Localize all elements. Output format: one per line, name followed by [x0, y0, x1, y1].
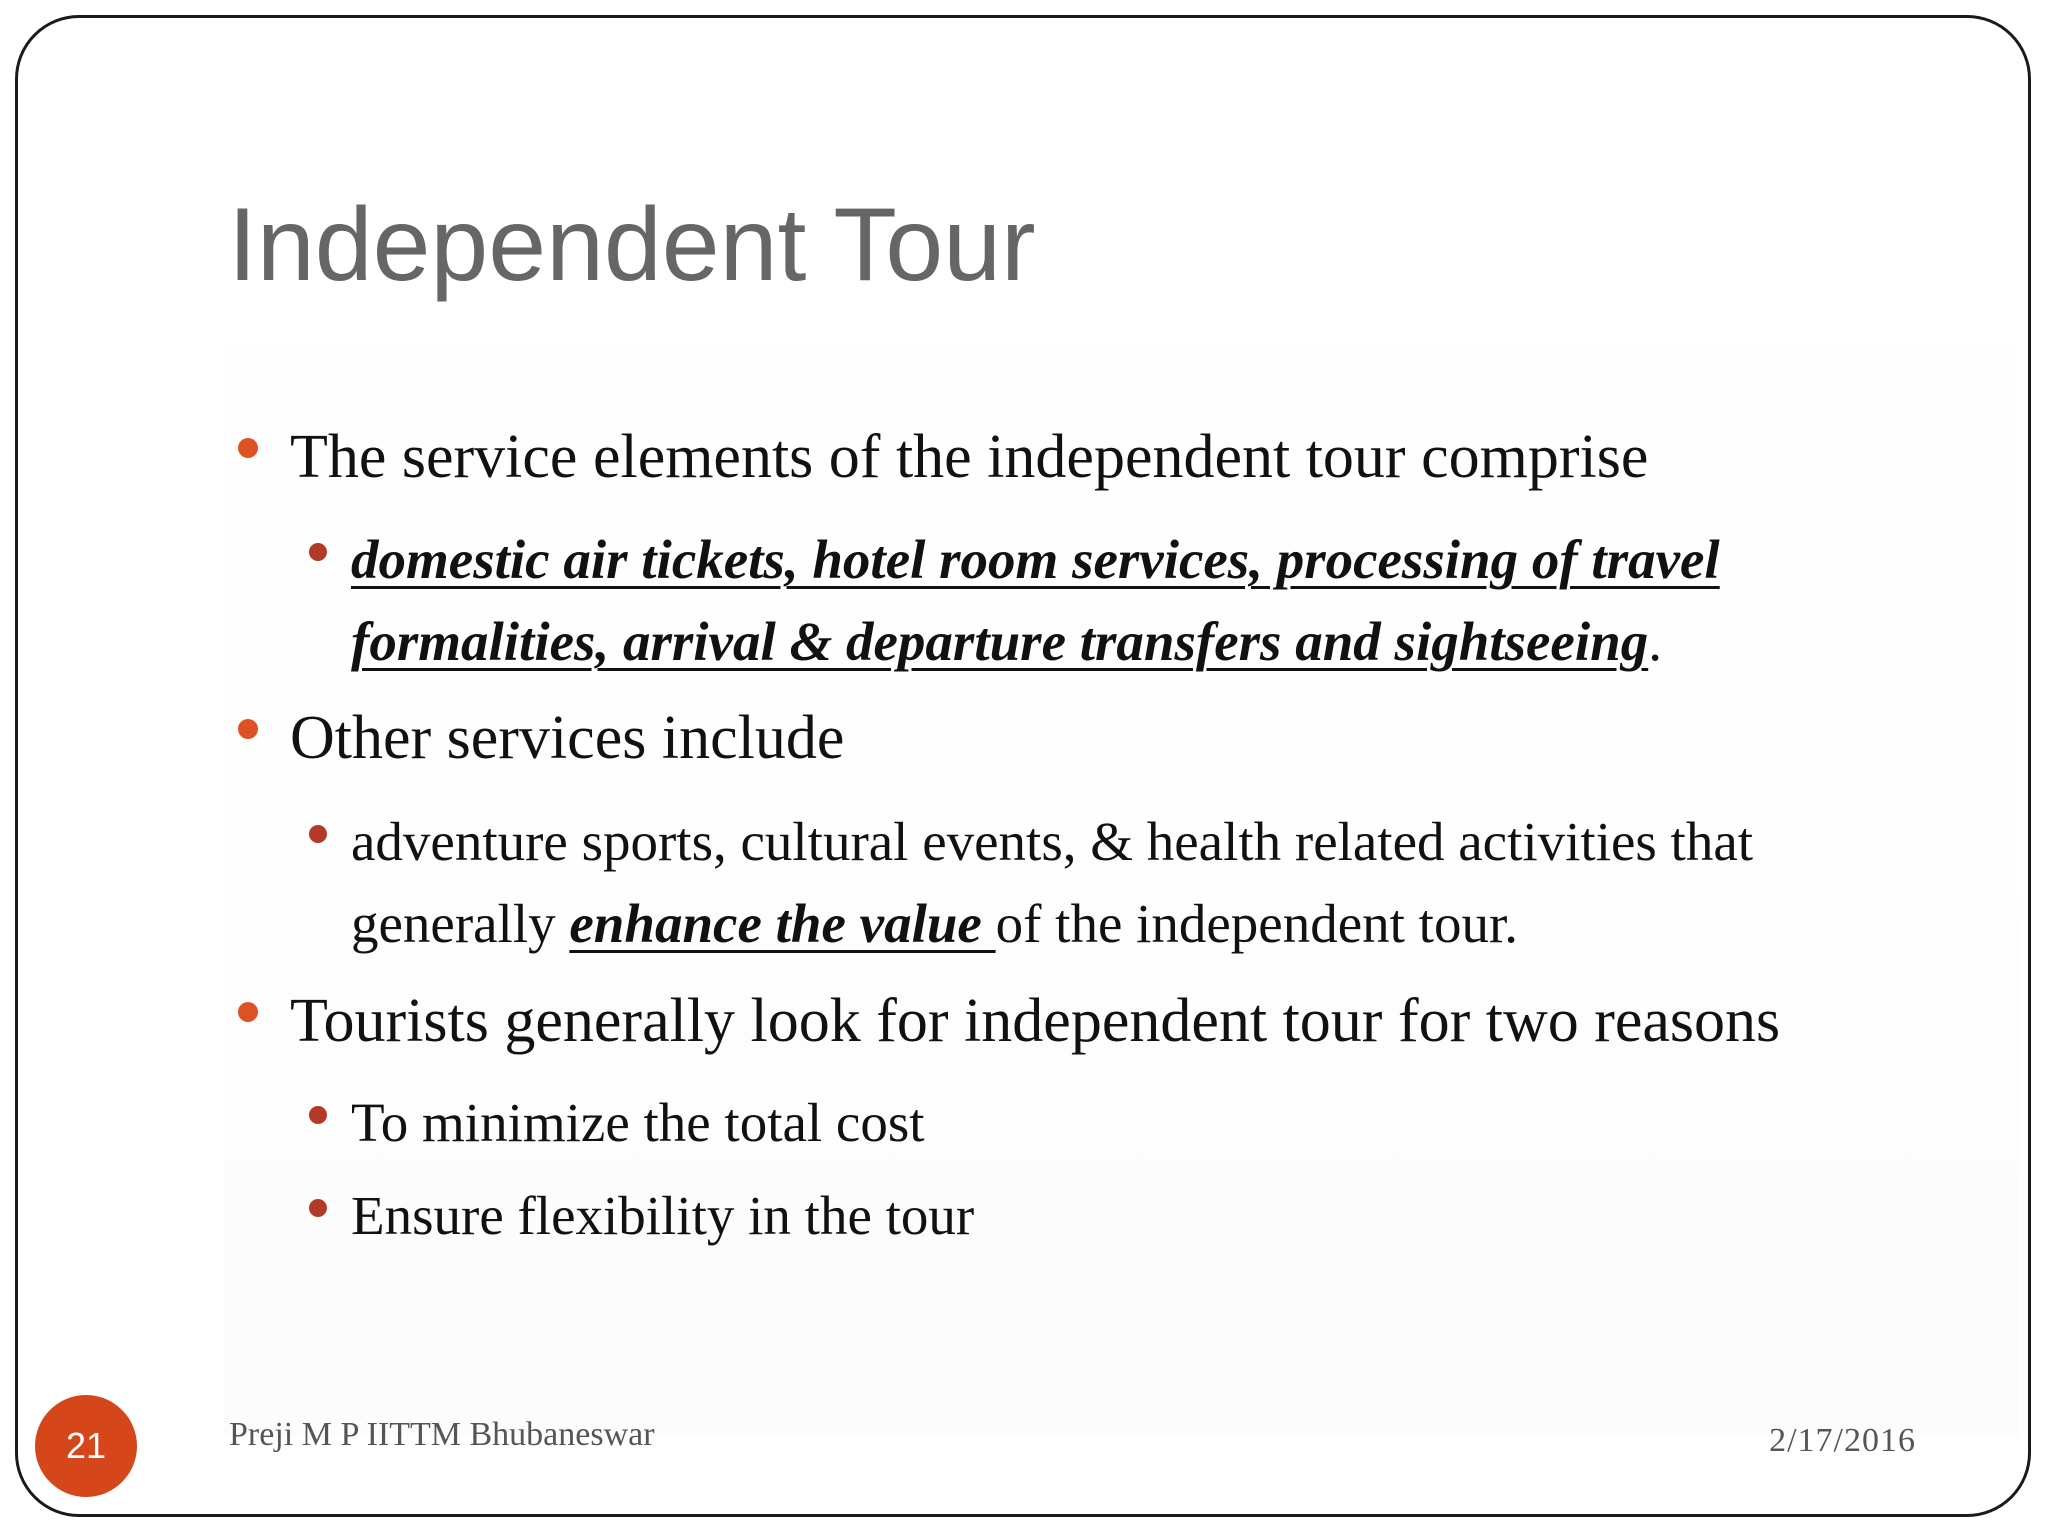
bullet-1-sub-emphasis: formalities, arrival & departure transfers and sightseeing [351, 611, 1649, 672]
bullet-1-sub-tail: . [1648, 611, 1662, 672]
footer-author: Preji M P IITTM Bhubaneswar [229, 1416, 655, 1453]
bullet-dot-icon [238, 438, 258, 458]
bullet-2-sub-emphasis: enhance the value [569, 893, 996, 954]
sub-bullet-dot-icon [309, 1106, 327, 1124]
bullet-1-text: The service elements of the independent tour comprise [290, 423, 1649, 491]
bullet-2-text: Other services include [290, 704, 845, 772]
bullet-dot-icon [238, 719, 258, 739]
slide [15, 15, 2031, 1517]
footer-date: 2/17/2016 [1769, 1422, 1916, 1459]
slide-title: Independent Tour [228, 187, 1036, 303]
bullet-dot-icon [238, 1002, 258, 1022]
bullet-3-sub-1: To minimize the total cost [351, 1092, 925, 1153]
bullet-1-sub-line-1: domestic air tickets, hotel room services, processing of travel [351, 529, 1720, 590]
bullet-1-sub-line-2 [351, 610, 1662, 673]
slide-body [18, 18, 2028, 1514]
bullet-3-sub-2: Ensure flexibility in the tour [351, 1185, 975, 1246]
sub-bullet-dot-icon [309, 543, 327, 561]
sub-bullet-dot-icon [309, 1199, 327, 1217]
bullet-3-text: Tourists generally look for independent tour for two reasons [290, 987, 1781, 1055]
bullet-2-sub-line-2 [351, 892, 1518, 955]
sub-bullet-dot-icon [309, 825, 327, 843]
bullet-2-sub-line-1: adventure sports, cultural events, & health related activities that [351, 811, 1754, 872]
bullet-2-sub-tail: of the independent tour. [995, 893, 1518, 954]
bullet-2-sub-head: generally [351, 893, 570, 954]
slide-number-badge: 21 [35, 1395, 137, 1497]
